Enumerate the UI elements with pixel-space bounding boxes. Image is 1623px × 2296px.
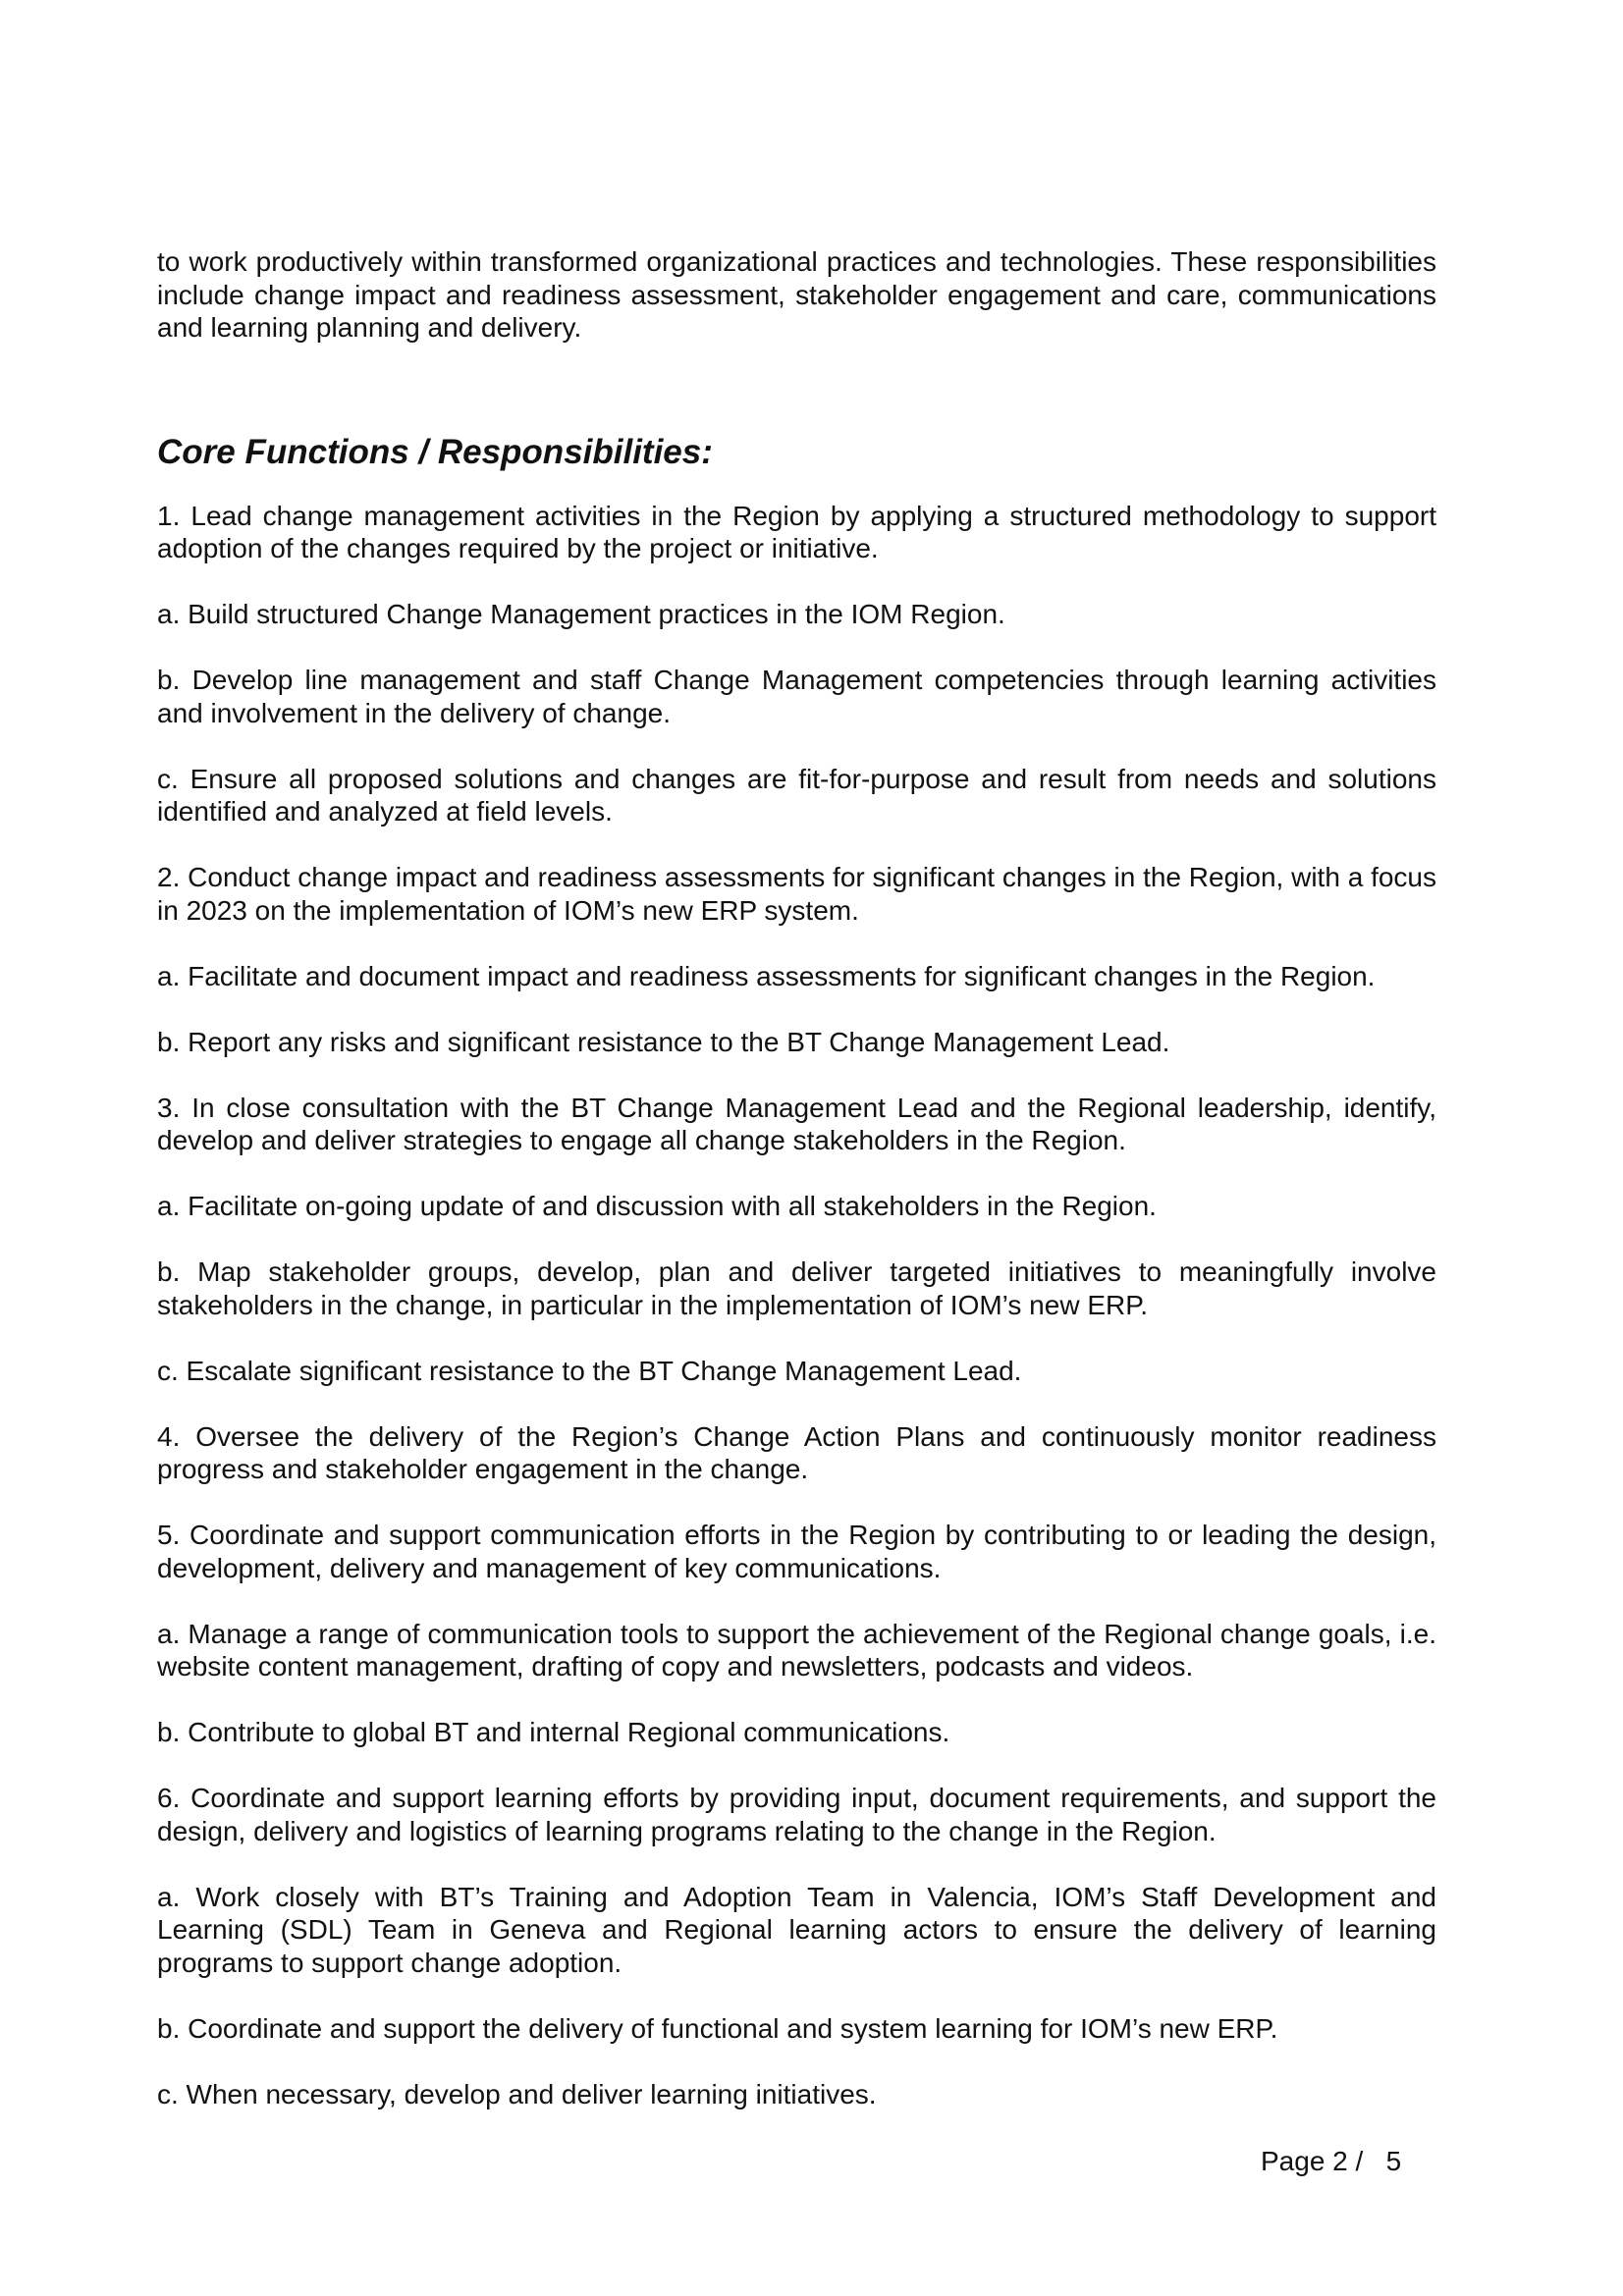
page-number: Page 2 / 5 [1261,2146,1402,2176]
list-item: b. Map stakeholder groups, develop, plan and deliver targeted initiatives to meaningfully involve stakeholders in the change, in particular in the implementation of IOM’s new ERP. [157,1256,1436,1320]
list-item: 3. In close consultation with the BT Change Management Lead and the Regional leadership, identify, develop and deliver strategies to engage all change stakeholders in the Region. [157,1092,1436,1155]
list-item: a. Facilitate and document impact and readiness assessments for significant changes in the Region. [157,960,1376,991]
list-item: c. Escalate significant resistance to the BT Change Management Lead. [157,1355,1022,1386]
list-item: 4. Oversee the delivery of the Region’s Change Action Plans and continuously monitor readiness progress and stakeholder engagement in the change. [157,1420,1436,1484]
document-page [157,245,1436,2144]
list-item: b. Contribute to global BT and internal Regional communications. [157,1717,950,1747]
intro-paragraph: to work productively within transformed organizational practices and technologies. These responsibilities include change impact and readiness assessment, stakeholder engagement and care, communications and learning planning and delivery. [157,246,1436,343]
list-item: 1. Lead change management activities in the Region by applying a structured methodology to support adoption of the changes required by the project or initiative. [157,500,1436,563]
section-heading: Core Functions / Responsibilities: [157,432,713,471]
list-item: 2. Conduct change impact and readiness assessments for significant changes in the Region, with a focus in 2023 on the implementation of IOM’s new ERP system. [157,862,1436,926]
list-item: b. Coordinate and support the delivery of functional and system learning for IOM’s new ERP. [157,2012,1278,2044]
list-item: a. Work closely with BT’s Training and Adoption Team in Valencia, IOM’s Staff Development and Learning (SDL) Team in Geneva and Regional learning actors to ensure the delivery of learning programs to support change adoption. [157,1881,1436,1978]
list-item: a. Facilitate on-going update of and discussion with all stakeholders in the Region. [157,1191,1157,1221]
list-item: 5. Coordinate and support communication efforts in the Region by contributing to or leading the design, development, delivery and management of key communications. [157,1520,1436,1583]
list-item: b. Report any risks and significant resistance to the BT Change Management Lead. [157,1026,1170,1057]
list-item: 6. Coordinate and support learning efforts by providing input, document requirements, and support the design, delivery and logistics of learning programs relating to the change in the Region. [157,1783,1436,1846]
list-item: a. Build structured Change Management practices in the IOM Region. [157,599,1005,629]
list-item: c. Ensure all proposed solutions and changes are fit-for-purpose and result from needs and solutions identified and analyzed at field levels. [157,763,1436,827]
list-item: c. When necessary, develop and deliver learning initiatives. [157,2078,877,2109]
list-item: b. Develop line management and staff Change Management competencies through learning activities and involvement in the delivery of change. [157,665,1436,728]
list-item: a. Manage a range of communication tools to support the achievement of the Regional change goals, i.e. website content management, drafting of copy and newsletters, podcasts and videos. [157,1618,1436,1682]
